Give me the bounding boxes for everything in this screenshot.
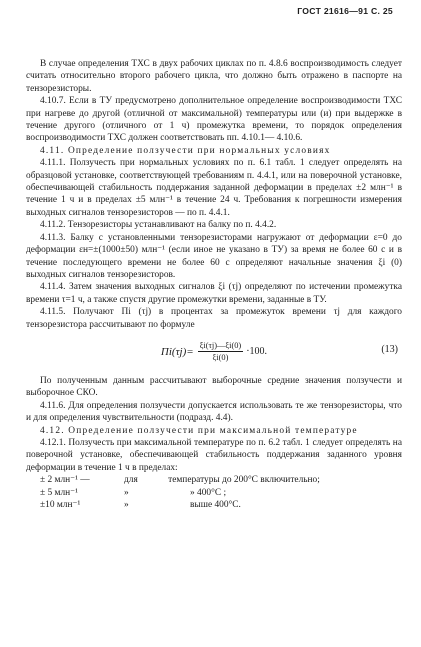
list-item (26, 499, 402, 511)
formula-13 (26, 333, 402, 371)
limit-temp: выше 400°С. (190, 500, 241, 510)
paragraph: 4.11.3. Балку с установленными тензорезисторами нагружают от деформации ε=0 до деформации εн=±(1000±50) млн⁻¹ (если иное не указано в ТУ) за время не более 60 с и в течение последующего времени не более 60 с определяют начальные значения ξi (0) выходных сигналов тензорезисторов. (26, 232, 402, 280)
paragraph: 4.11.2. Тензорезисторы устанавливают на балку по п. 4.4.2. (40, 220, 277, 231)
formula-denominator: ξi(0) (212, 353, 229, 363)
paragraph: 4.11.6. Для определения ползучести допускается использовать те же тензорезисторы, что и для определения чувствительности (подразд. 4.4). (26, 400, 402, 424)
paragraph: 4.11.1. Ползучесть при нормальных условиях по п. 6.1 табл. 1 следует определять на образцовой установке, соответствующей требованиям п. 4.4.1, или на поверочной установке, обеспечивающей стабильность поддержания заданной деформации в пределах ±2 млн⁻¹ в течение 1 ч и в пределах ±5 млн⁻¹ в течение 24 ч. Требования к погрешности измерения выходных сигналов тензорезисторов — по п. 4.4.1. (26, 158, 402, 218)
section-heading: 4.12. Определение ползучести при максимальной температуре (40, 425, 358, 436)
limit-value: ±10 млн⁻¹ (40, 500, 81, 510)
paragraph: По полученным данным рассчитывают выборочные средние значения ползучести и выборочное СКО. (26, 375, 402, 399)
paragraph: 4.10.7. Если в ТУ предусмотрено дополнительное определение воспроизводимости ТХС при нагреве до другой (отличной от максимальной) температуры или (и) при выдержке в течение другого (отличного от 1 ч) промежутка времени, то порядок определения воспроизводимости ТХС должен соответствовать пп. 4.10.1— 4.10.6. (26, 96, 402, 144)
paragraph: 4.12.1. Ползучесть при максимальной температуре по п. 6.2 табл. 1 следует определять на поверочной установке, обеспечивающей стабильность поддержания заданного уровня деформации в течение 1 ч в пределах: (26, 437, 402, 473)
limit-ditto: для (124, 475, 138, 486)
list-item (26, 487, 402, 499)
formula-fraction (198, 340, 244, 363)
document-body (26, 58, 402, 511)
limit-temp: температуры до 200°С включительно; (168, 475, 320, 486)
limit-value: ± 2 млн⁻¹ — (40, 475, 90, 486)
section-heading: 4.11. Определение ползучести при нормальных условиях (40, 145, 331, 156)
paragraph: 4.11.5. Получают Пi (τj) в процентах за промежуток времени τj для каждого тензорезистора рассчитывают по формуле (26, 307, 402, 330)
limit-ditto: » (124, 487, 129, 498)
paragraph: 4.11.4. Затем значения выходных сигналов ξi (τj) определяют по истечении промежутка времени τ=1 ч, а также спустя другие промежутки времени, заданные в ТУ. (26, 282, 402, 305)
list-item (26, 474, 402, 486)
formula-number: (13) (381, 343, 398, 355)
formula-left: Пi(τj)= (160, 345, 194, 358)
limit-ditto: » (124, 500, 129, 510)
page-header: ГОСТ 21616—91 С. 25 (297, 6, 393, 16)
formula-numerator: ξi(τj)—ξi(0) (199, 341, 242, 351)
limit-temp: » 400°С ; (190, 487, 227, 498)
paragraph: В случае определения ТХС в двух рабочих циклах по п. 4.8.6 воспроизводимость следует считать относительно второго рабочего цикла, что должно быть отражено в паспорте на тензорезисторы. (26, 59, 402, 94)
formula-tail: ·100. (246, 345, 268, 357)
limit-value: ± 5 млн⁻¹ (40, 487, 78, 498)
